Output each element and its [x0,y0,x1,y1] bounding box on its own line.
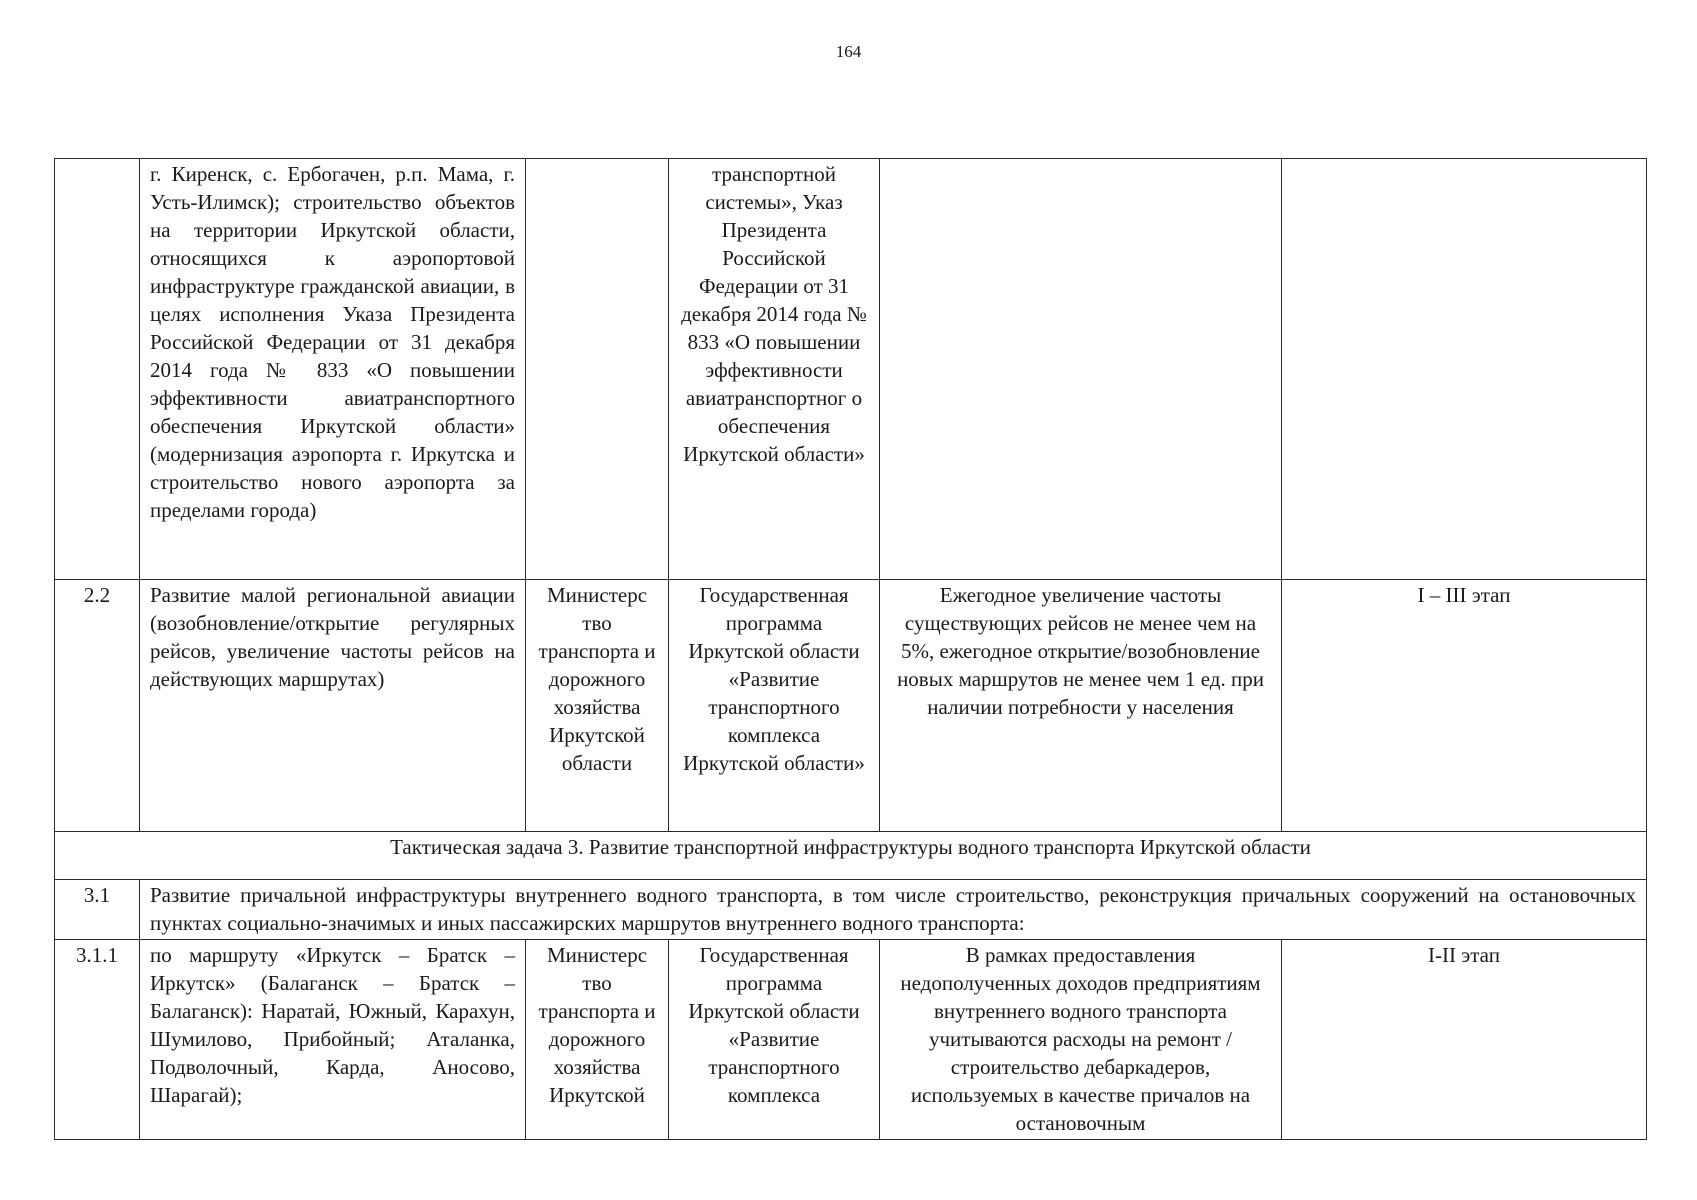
result-cell: Ежегодное увеличение частоты существующих рейсов не менее чем на 5%, ежегодное открытие/возобновление новых маршрутов не менее чем 1 ед. при наличии потребности у населения [880,580,1282,832]
measures-table [54,158,1647,1140]
stage-cell: I-II этап [1282,940,1647,1140]
program-cell: транспортной системы», Указ Президента Российской Федерации от 31 декабря 2014 года № 833 «О повышении эффективности авиатранспортног о обеспечения Иркутской области» [669,159,880,580]
section-heading-row [55,832,1647,880]
page-number: 164 [835,42,862,61]
table-row [55,580,1647,832]
executor-cell [526,159,669,580]
measure-content: Развитие малой региональной авиации (возобновление/открытие регулярных рейсов, увеличение частоты рейсов на действующих маршрутах) [140,580,526,832]
measure-content: Развитие причальной инфраструктуры внутреннего водного транспорта, в том числе строительство, реконструкция причальных сооружений на остановочных пунктах социально-значимых и иных пассажирских маршрутов внутреннего водного транспорта: [140,880,1647,940]
program-cell: Государственная программа Иркутской области «Развитие транспортного комплекса [669,940,880,1140]
result-cell [880,159,1282,580]
executor-cell: Министерс тво транспорта и дорожного хозяйства Иркутской [526,940,669,1140]
tactical-task-heading: Тактическая задача 3. Развитие транспортной инфраструктуры водного транспорта Иркутской области [55,832,1647,880]
table-row [55,880,1647,940]
result-cell: В рамках предоставления недополученных доходов предприятиям внутреннего водного транспорта учитываются расходы на ремонт / строительство дебаркадеров, используемых в качестве причалов на остановочным [880,940,1282,1140]
row-number: 3.1.1 [55,940,140,1140]
row-number: 3.1 [55,880,140,940]
program-cell: Государственная программа Иркутской области «Развитие транспортного комплекса Иркутской области» [669,580,880,832]
executor-cell: Министерс тво транспорта и дорожного хозяйства Иркутской области [526,580,669,832]
stage-cell: I – III этап [1282,580,1647,832]
stage-cell [1282,159,1647,580]
row-number: 2.2 [55,580,140,832]
table-row-continuation [55,159,1647,580]
measure-content: г. Киренск, с. Ербогачен, р.п. Мама, г. Усть-Илимск); строительство объектов на территории Иркутской области, относящихся к аэропортовой инфраструктуре гражданской авиации, в целях исполнения Указа Президента Российской Федерации от 31 декабря 2014 года № 833 «О повышении эффективности авиатранспортного обеспечения Иркутской области» (модернизация аэропорта г. Иркутска и строительство нового аэропорта за пределами города) [140,159,526,580]
row-number [55,159,140,580]
table-row [55,940,1647,1140]
measure-content: по маршруту «Иркутск – Братск – Иркутск» (Балаганск – Братск – Балаганск): Наратай, Южный, Карахун, Шумилово, Прибойный; Аталанка, Подволочный, Карда, Аносово, Шарагай); [140,940,526,1140]
